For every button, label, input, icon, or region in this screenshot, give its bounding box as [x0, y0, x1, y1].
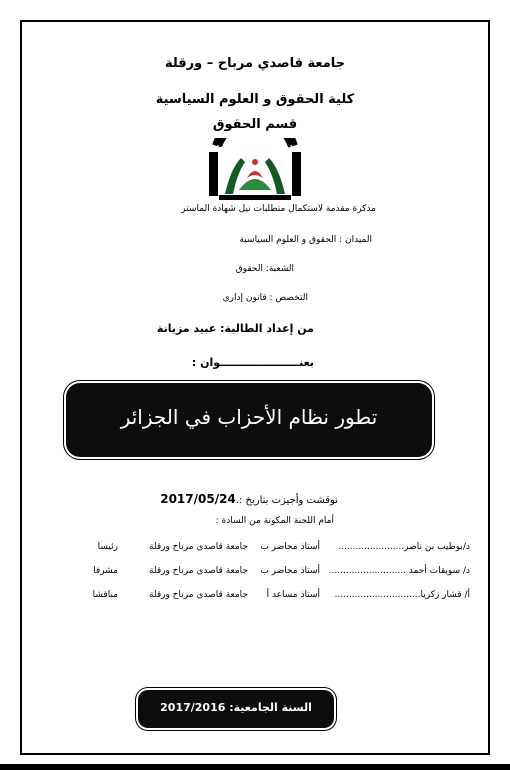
logo-base-bar [219, 195, 291, 200]
member-role: مشرفا [93, 566, 118, 576]
thesis-title-box [66, 383, 432, 457]
member-rank: أستاذ محاضر ب [260, 566, 320, 576]
academic-year-box [138, 690, 334, 728]
university-name: جامعة قاصدي مرباح – ورقلة [164, 56, 346, 71]
committee-row [34, 566, 470, 582]
defense-date-line [160, 492, 338, 506]
member-rank: أستاذ مساعد أ [266, 590, 320, 600]
logo-red-dot [252, 159, 258, 165]
department-name: قسم الحقوق [212, 117, 298, 132]
bottom-edge-bar [0, 764, 510, 770]
member-institution: جامعة قاصدي مرباح ورقلة [149, 566, 248, 576]
committee-row [34, 542, 470, 558]
logo-arc-text: جامعة قاصدي مرباح ورقلة [212, 144, 298, 152]
memo-branch: الشعبة: الحقوق [235, 264, 294, 274]
memo-prepared-by: من إعداد الطالبة: عبيد مزيانة [156, 322, 314, 335]
defense-date-prefix: نوقشت وأجيزت بتاريخ :. [235, 495, 338, 506]
academic-year-label: السنة الجامعية: [229, 701, 312, 714]
logo-right-pillar [292, 152, 301, 196]
committee-row [34, 590, 470, 606]
member-role: رئيسا [97, 542, 118, 552]
logo-red-emblem [247, 171, 263, 178]
member-name: د/بوطيب بن ناصر....................... [338, 542, 470, 552]
member-rank: أستاذ محاضر ب [260, 542, 320, 552]
memo-specialty: التخصص : قانون إداري [222, 293, 308, 303]
thesis-title: تطور نظام الأحزاب في الجزائر [120, 405, 378, 429]
defense-date: 2017/05/24 [160, 492, 236, 506]
academic-year-line [138, 701, 334, 714]
memo-title-label: بعنـــــــــــــــــــــوان : [191, 356, 314, 369]
member-name: د/ سويقات أحمد ........................... [328, 566, 470, 576]
logo-center-mound [239, 179, 271, 190]
member-institution: جامعة قاصدي مرباح ورقلة [149, 590, 248, 600]
memo-field: الميدان : الحقوق و العلوم السياسية [239, 235, 372, 245]
academic-year-value: 2017/2016 [160, 701, 226, 714]
member-name: أ/ قشار زكريا.............................. [334, 590, 470, 600]
member-role: مناقشا [92, 590, 118, 600]
committee-intro: أمام اللجنة المكونة من السادة : [215, 516, 334, 526]
memo-purpose: مذكرة مقدمة لاستكمال متطلبات نيل شهادة الماستر [181, 204, 376, 214]
member-institution: جامعة قاصدي مرباح ورقلة [149, 542, 248, 552]
logo-left-pillar [209, 152, 218, 196]
faculty-name: كلية الحقوق و العلوم السياسية [155, 92, 355, 107]
university-logo [205, 138, 305, 202]
